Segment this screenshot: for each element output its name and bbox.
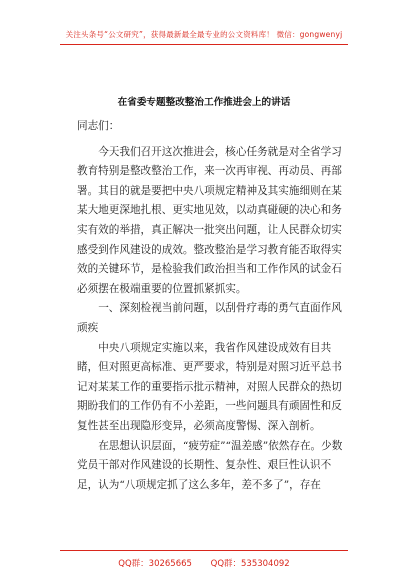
footer-qq-group-1: QQ群：30265665	[118, 559, 192, 569]
header-divider	[60, 44, 348, 45]
paragraph-1: 今天我们召开这次推进会，核心任务就是对全省学习教育特别是整改整治工作，来一次再审视、再动员、再部署。其目的就是要把中央八项规定精神及其实施细则在某某大地更深地扎根、更实地见效，以动真碰硬的决心和务实有效的举措，真正解决一批突出问题，让人民群众切实感受到作风建设的成效。整改整治是学习教育能否取得实效的关键环节，是检验我们政治担当和工作作风的试金石必须摆在极端重要的位置抓紧抓实。	[77, 145, 342, 295]
paragraph-3: 在思想认识层面，“疲劳症”“温差感”依然存在。少数党员干部对作风建设的长期性、复杂性、艰巨性认识不足，认为“八项规定抓了这么多年，差不多了”，存在	[77, 439, 343, 491]
section-heading-1: 一、深刻检视当前问题，以刮骨疗毒的勇气直面作风顽疾	[77, 302, 342, 334]
document-title: 在省委专题整改整治工作推进会上的讲话	[117, 97, 291, 108]
document-body	[77, 117, 345, 495]
footer-qq-group-2: QQ群：535304092	[210, 559, 290, 569]
footer-contact	[0, 557, 408, 569]
salutation: 同志们：	[77, 120, 120, 132]
paragraph-2: 中央八项规定实施以来，我省作风建设成效有目共睹，但对照更高标准、更严要求，特别是对照习近平总书记对某某工作的重要指示批示精神，对照人民群众的热切期盼我们的工作仍有不小差距，一些问题具有顽固性和反复性甚至出现隐形变异，必须高度警惕、深入剖析。	[77, 341, 342, 432]
header-promo-note: 关注头条号“公文研究”，获得最新最全最专业的公文资料库！ 微信：gongwenyj	[65, 30, 343, 39]
footer-divider	[60, 550, 348, 551]
